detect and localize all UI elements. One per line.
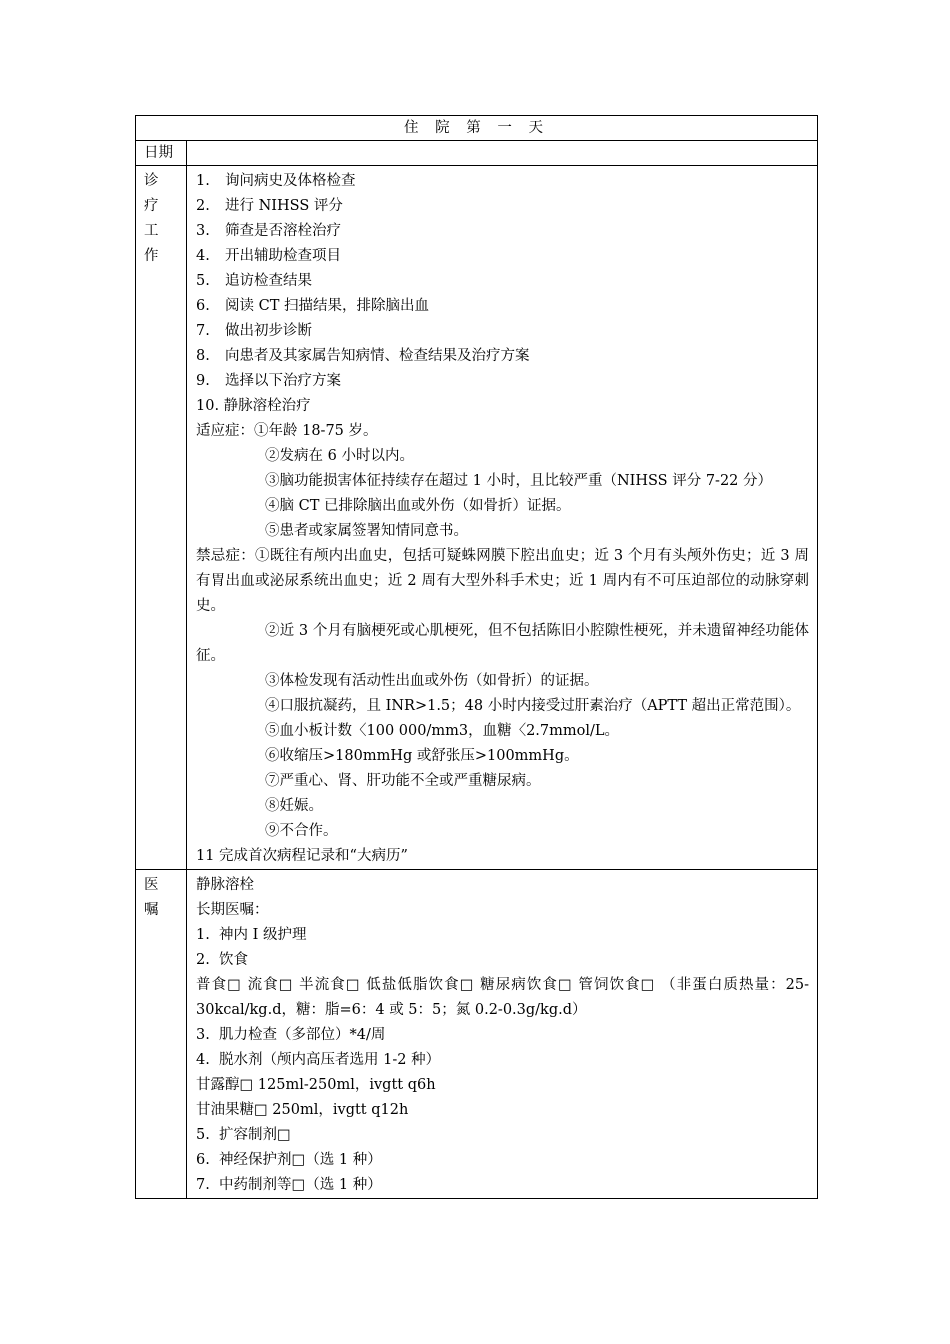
date-label: 日期 [136,141,187,166]
list-item: 2. 进行 NIHSS 评分 [196,198,343,214]
contraindication-item: ④口服抗凝药，且 INR>1.5；48 小时内接受过肝素治疗（APTT 超出正常范围）。 [265,698,801,714]
indication-item: ⑤患者或家属签署知情同意书。 [265,523,468,539]
list-item: 4. 开出辅助检查项目 [196,248,341,264]
list-item: 5. 追访检查结果 [196,273,312,289]
list-item: 10. 静脉溶栓治疗 [196,398,311,414]
list-item: 8. 向患者及其家属告知病情、检查结果及治疗方案 [196,348,530,364]
orders-label-cell [136,870,187,1199]
orders-label-char: 医 [144,877,159,893]
diagnosis-label-char: 疗 [144,198,159,214]
clinical-pathway-table [135,115,818,1199]
order-line: 7. 中药制剂等□（选 1 种） [196,1177,382,1193]
indication-item: ②发病在 6 小时以内。 [265,448,414,464]
contraindication-item: ⑤血小板计数〈100 000/mm3，血糖〈2.7mmol/L。 [265,723,620,739]
contraindication-item: ③体检发现有活动性出血或外伤（如骨折）的证据。 [265,673,599,689]
list-item: 7. 做出初步诊断 [196,323,312,339]
title-row [136,116,818,141]
date-row [136,141,818,166]
indication-item: ③脑功能损害体征持续存在超过 1 小时，且比较严重（NIHSS 评分 7-22 分） [265,473,773,489]
indication-item: ④脑 CT 已排除脑出血或外伤（如骨折）证据。 [265,498,571,514]
table-title: 住 院 第 一 天 [136,116,818,141]
diagnosis-row [136,166,818,870]
order-line: 6. 神经保护剂□（选 1 种） [196,1152,382,1168]
indication-item: 适应症：①年龄 18-75 岁。 [196,423,378,439]
contraindication-item: ⑨不合作。 [265,823,338,839]
contraindication-item: ⑥收缩压>180mmHg 或舒张压>100mmHg。 [265,748,579,764]
list-item: 3. 筛查是否溶栓治疗 [196,223,341,239]
contraindication-item: ⑧妊娠。 [265,798,323,814]
orders-row [136,870,818,1199]
order-line: 静脉溶栓 [196,877,254,893]
contraindication-item: ②近 3 个月有脑梗死或心肌梗死，但不包括陈旧小腔隙性梗死，并未遗留神经功能体征。 [196,623,809,664]
diet-options: 普食□ 流食□ 半流食□ 低盐低脂饮食□ 糖尿病饮食□ 管饲饮食□ （非蛋白质热量：25-30kcal/kg.d，糖：脂=6：4 或 5：5；氮 0.2-0.3g/kg.d） [196,977,809,1018]
orders-content [187,870,818,1199]
order-line: 长期医嘱： [196,902,269,918]
diagnosis-label-cell [136,166,187,870]
date-value [187,141,818,166]
contraindication-item: ⑦严重心、肾、肝功能不全或严重糖尿病。 [265,773,541,789]
diagnosis-label-char: 诊 [144,173,159,189]
contraindication-item: 禁忌症：①既往有颅内出血史，包括可疑蛛网膜下腔出血史；近 3 个月有头颅外伤史；近 3 周有胃出血或泌尿系统出血史；近 2 周有大型外科手术史；近 1 周内有不可压迫部位的动脉穿刺史。 [196,548,809,614]
list-item: 6. 阅读 CT 扫描结果，排除脑出血 [196,298,429,314]
diagnosis-label-char: 工 [144,223,159,239]
order-line: 甘露醇□ 125ml-250ml，ivgtt q6h [196,1077,436,1093]
list-item: 1. 询问病史及体格检查 [196,173,356,189]
diagnosis-label-char: 作 [144,248,159,264]
order-line: 5. 扩容制剂□ [196,1127,291,1143]
order-line: 3. 肌力检查（多部位）*4/周 [196,1027,386,1043]
diagnosis-content [187,166,818,870]
orders-label-char: 嘱 [144,902,159,918]
list-item: 11 完成首次病程记录和“大病历” [196,848,408,864]
order-line: 4. 脱水剂（颅内高压者选用 1-2 种） [196,1052,441,1068]
order-line: 甘油果糖□ 250ml，ivgtt q12h [196,1102,409,1118]
list-item: 9. 选择以下治疗方案 [196,373,341,389]
order-line: 2. 饮食 [196,952,249,968]
order-line: 1. 神内 I 级护理 [196,927,307,943]
